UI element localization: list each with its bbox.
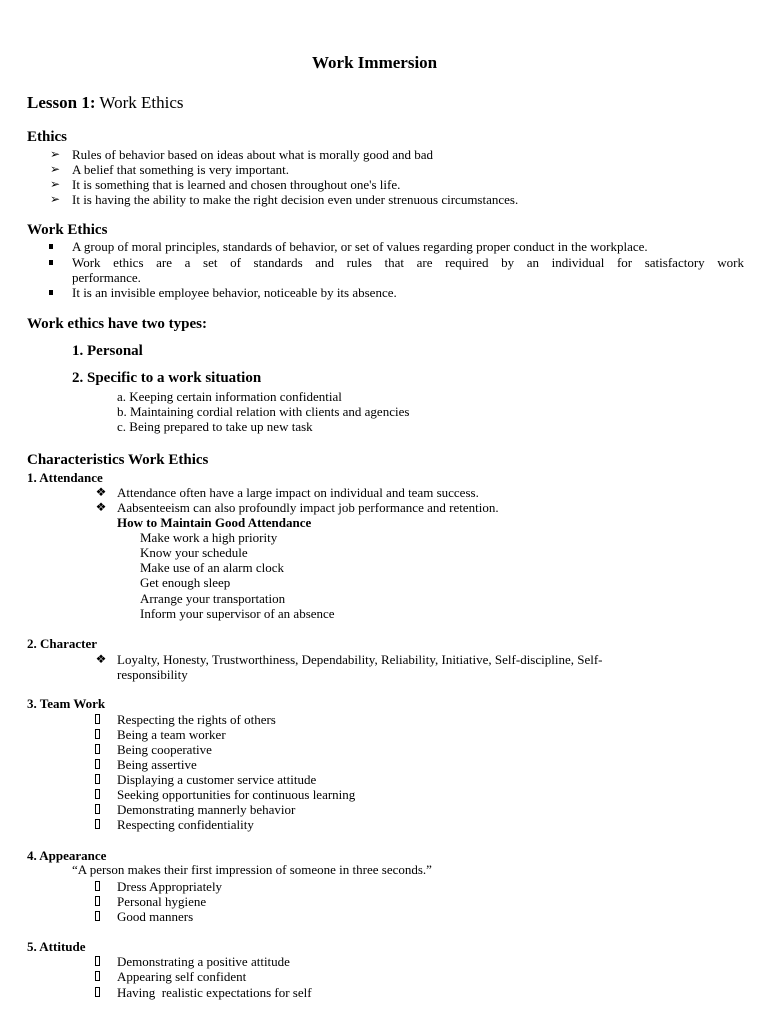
how-to-heading: How to Maintain Good Attendance xyxy=(117,515,312,530)
box-bullet-icon xyxy=(95,744,100,754)
box-bullet-icon xyxy=(95,956,100,966)
diamond-bullet-icon: ❖ xyxy=(95,652,107,666)
list-item-continuation: performance. xyxy=(72,270,141,285)
list-item: Having realistic expectations for self xyxy=(117,985,312,1000)
list-item: Good manners xyxy=(117,909,194,924)
work-ethics-heading: Work Ethics xyxy=(27,222,108,238)
character-heading: 2. Character xyxy=(27,636,98,651)
list-item: A group of moral principles, standards of behavior, or set of values regarding proper conduct in the workplace. xyxy=(72,239,648,254)
list-item: Work ethics are a set of standards and rules that are required by an individual for satisfactory work xyxy=(72,255,744,270)
box-bullet-icon xyxy=(95,896,100,906)
list-item: It is an invisible employee behavior, noticeable by its absence. xyxy=(72,285,397,300)
list-item: A belief that something is very important. xyxy=(72,162,289,177)
list-item: Respecting confidentiality xyxy=(117,817,254,832)
box-bullet-icon xyxy=(95,819,100,829)
list-item: Make use of an alarm clock xyxy=(140,560,285,575)
list-item: Seeking opportunities for continuous learning xyxy=(117,787,356,802)
arrow-bullet-icon: ➢ xyxy=(49,177,61,191)
box-bullet-icon xyxy=(95,911,100,921)
box-bullet-icon xyxy=(95,729,100,739)
box-bullet-icon xyxy=(95,759,100,769)
box-bullet-icon xyxy=(95,789,100,799)
list-item: Respecting the rights of others xyxy=(117,712,276,727)
list-item: Dress Appropriately xyxy=(117,879,223,894)
characteristics-heading: Characteristics Work Ethics xyxy=(27,452,209,468)
box-bullet-icon xyxy=(95,987,100,997)
square-bullet-icon xyxy=(49,244,53,249)
list-item: Get enough sleep xyxy=(140,575,231,590)
list-item: Displaying a customer service attitude xyxy=(117,772,317,787)
list-item: Know your schedule xyxy=(140,545,248,560)
box-bullet-icon xyxy=(95,804,100,814)
type-personal: 1. Personal xyxy=(72,343,143,359)
list-item: Arrange your transportation xyxy=(140,591,286,606)
list-item: Being cooperative xyxy=(117,742,212,757)
list-item: Make work a high priority xyxy=(140,530,278,545)
arrow-bullet-icon: ➢ xyxy=(49,192,61,206)
list-item: Appearing self confident xyxy=(117,969,247,984)
lesson-prefix: Lesson 1: xyxy=(27,93,96,112)
box-bullet-icon xyxy=(95,971,100,981)
appearance-quote: “A person makes their first impression of someone in three seconds.” xyxy=(72,862,432,877)
box-bullet-icon xyxy=(95,774,100,784)
list-item: Attendance often have a large impact on individual and team success. xyxy=(117,485,479,500)
appearance-heading: 4. Appearance xyxy=(27,848,107,863)
box-bullet-icon xyxy=(95,881,100,891)
list-item: Being assertive xyxy=(117,757,197,772)
list-item: Loyalty, Honesty, Trustworthiness, Dependability, Reliability, Initiative, Self-discipline, Self- xyxy=(117,652,603,667)
types-heading: Work ethics have two types: xyxy=(27,316,207,332)
attitude-heading: 5. Attitude xyxy=(27,939,86,954)
arrow-bullet-icon: ➢ xyxy=(49,147,61,161)
list-item: a. Keeping certain information confidential xyxy=(117,389,342,404)
type-specific: 2. Specific to a work situation xyxy=(72,370,262,386)
teamwork-heading: 3. Team Work xyxy=(27,696,106,711)
document-title: Work Immersion xyxy=(312,53,438,72)
diamond-bullet-icon: ❖ xyxy=(95,500,107,514)
list-item: Aabsenteeism can also profoundly impact job performance and retention. xyxy=(117,500,499,515)
list-item-continuation: responsibility xyxy=(117,667,188,682)
list-item: Demonstrating mannerly behavior xyxy=(117,802,296,817)
lesson-name: Work Ethics xyxy=(95,93,184,112)
attendance-heading: 1. Attendance xyxy=(27,470,103,485)
ethics-heading: Ethics xyxy=(27,129,68,145)
list-item: It is having the ability to make the right decision even under strenuous circumstances. xyxy=(72,192,519,207)
list-item: Being a team worker xyxy=(117,727,226,742)
list-item: b. Maintaining cordial relation with clients and agencies xyxy=(117,404,410,419)
list-item: Demonstrating a positive attitude xyxy=(117,954,290,969)
arrow-bullet-icon: ➢ xyxy=(49,162,61,176)
list-item: Inform your supervisor of an absence xyxy=(140,606,335,621)
lesson-heading xyxy=(27,95,184,110)
diamond-bullet-icon: ❖ xyxy=(95,485,107,499)
square-bullet-icon xyxy=(49,260,53,265)
square-bullet-icon xyxy=(49,290,53,295)
box-bullet-icon xyxy=(95,714,100,724)
list-item: Personal hygiene xyxy=(117,894,207,909)
list-item: c. Being prepared to take up new task xyxy=(117,419,313,434)
list-item: It is something that is learned and chosen throughout one's life. xyxy=(72,177,401,192)
list-item: Rules of behavior based on ideas about what is morally good and bad xyxy=(72,147,434,162)
